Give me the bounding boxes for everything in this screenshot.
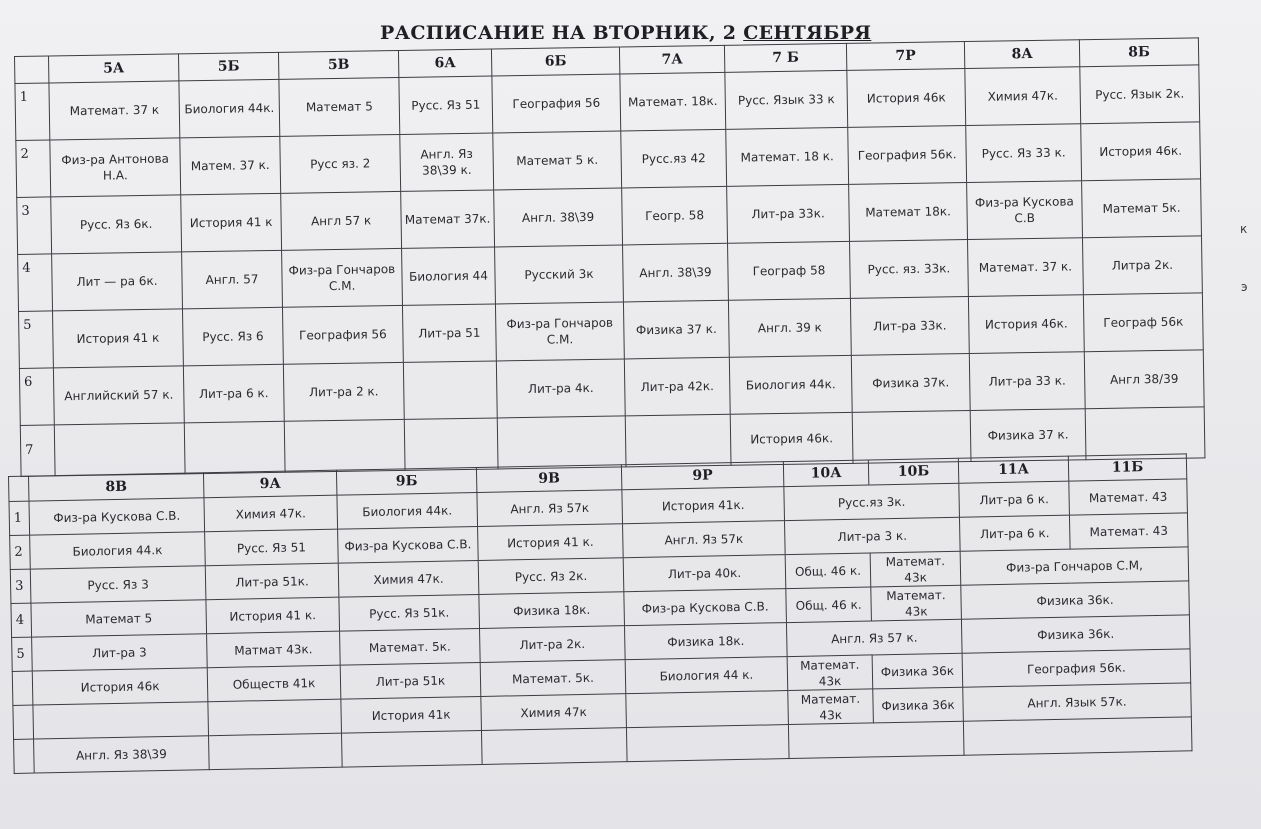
lesson-cell: История 46к	[847, 69, 966, 128]
lesson-cell: Химия 47к	[481, 694, 627, 731]
lesson-cell	[209, 733, 343, 770]
lesson-cell: Биология 44 к.	[625, 657, 788, 694]
lesson-cell: Лит-ра 51к	[340, 662, 481, 699]
margin-mark: к	[1240, 222, 1248, 236]
lesson-cell: Математ 5	[31, 600, 207, 637]
lesson-cell: Русс. Язык 2к.	[1080, 65, 1200, 124]
lesson-number: 1	[9, 501, 30, 535]
lesson-cell: Русс. Яз 51к.	[339, 594, 480, 631]
lesson-cell: Русс.яз 3к.	[784, 483, 960, 520]
title-prefix: РАСПИСАНИЕ НА ВТОРНИК, 2	[380, 22, 744, 44]
lesson-cell: Русс. Яз 51	[399, 76, 493, 134]
lesson-number	[14, 739, 35, 773]
lesson-cell	[184, 421, 285, 474]
lesson-cell: Русс. Яз 6	[182, 307, 283, 366]
lesson-cell: Русс. Яз 33 к.	[966, 124, 1082, 183]
lesson-cell: История 46к.	[968, 295, 1084, 354]
lesson-number	[12, 671, 33, 705]
lesson-number: 1	[15, 83, 50, 141]
lesson-cell: Русс. Язык 33 к	[725, 70, 848, 129]
lesson-cell: География 56к.	[962, 649, 1191, 687]
lesson-cell: Англ 57 к	[281, 191, 402, 250]
lesson-cell: Русс.яз 42	[621, 129, 727, 188]
lesson-cell	[481, 728, 627, 765]
lesson-number: 3	[17, 197, 52, 255]
lesson-cell: Физ-ра Антонова Н.А.	[50, 138, 181, 197]
class-header: 8В	[29, 473, 204, 501]
lesson-cell: Математ 5к.	[1082, 179, 1202, 238]
title-underlined: СЕНТЯБРЯ	[743, 22, 872, 44]
lesson-cell: Лит-ра 6 к.	[959, 515, 1070, 551]
lesson-cell: Математ 5	[279, 77, 400, 136]
lesson-cell: Физ-ра Кускова С.В	[967, 181, 1083, 240]
lesson-number: 6	[19, 368, 54, 426]
lesson-cell	[208, 699, 342, 736]
lesson-number: 5	[12, 637, 33, 671]
lesson-cell: Англ. Яз 57к	[623, 521, 786, 558]
lesson-cell: Англ 38/39	[1084, 350, 1204, 409]
lesson-cell: Лит-ра 6 к.	[959, 481, 1070, 517]
lesson-cell	[626, 691, 789, 728]
class-header: 10А	[783, 460, 868, 487]
lesson-cell	[341, 730, 482, 767]
lesson-cell: Лит-ра 33к.	[850, 297, 969, 356]
lesson-cell	[284, 419, 405, 472]
lesson-cell: Математ. 43	[1069, 513, 1188, 549]
class-header: 9А	[203, 470, 336, 498]
lesson-cell: История 41 к	[181, 193, 282, 252]
lesson-cell: Англ. Яз 38\39	[34, 736, 210, 773]
lesson-cell: Лит-ра 33к.	[727, 184, 850, 243]
lesson-cell: Физика 37 к.	[623, 300, 729, 359]
lesson-cell: Физ-ра Гончаров С.М,	[960, 547, 1189, 585]
lesson-number: 2	[16, 140, 51, 198]
lesson-cell: Химия 47к.	[965, 67, 1081, 126]
lesson-cell: Физика 18к.	[624, 623, 787, 660]
lesson-cell: История 46к.	[1081, 122, 1201, 181]
lesson-cell: Англ. 57	[182, 250, 283, 309]
lesson-cell: Математ. 5к.	[480, 660, 626, 697]
lesson-cell: Русс. Яз 6к.	[51, 195, 182, 254]
class-header: 5В	[278, 50, 398, 79]
lesson-cell: Математ. 18 к.	[726, 127, 849, 186]
lesson-cell: Математ. 43к	[870, 551, 961, 587]
lesson-cell: Англ. Яз 57 к.	[786, 619, 962, 656]
lesson-cell: Лит-ра 33 к.	[969, 352, 1085, 411]
lesson-cell	[404, 418, 498, 470]
class-header: 7 Б	[724, 43, 846, 72]
lesson-cell: Лит-ра 6 к.	[183, 364, 284, 423]
lesson-cell: Лит-ра 3	[32, 634, 208, 671]
class-header: 6А	[398, 49, 491, 77]
lesson-cell: Русский 3к	[495, 245, 624, 304]
lesson-cell: Лит-ра 3 к.	[784, 517, 960, 554]
lesson-number	[13, 705, 34, 739]
lesson-cell: Физ-ра Гончаров С.М.	[495, 302, 624, 361]
class-header: 11Б	[1068, 454, 1186, 481]
lesson-number: 4	[11, 603, 32, 637]
lesson-cell: Лит-ра 2к.	[480, 626, 626, 663]
lesson-cell	[963, 717, 1192, 755]
lesson-cell: Физика 37к.	[851, 354, 970, 413]
lesson-cell: Математ. 18к.	[620, 72, 726, 131]
lesson-cell: Физика 36к.	[961, 615, 1190, 653]
lesson-cell	[403, 361, 497, 419]
lesson-cell: Общ. 46 к.	[786, 587, 872, 623]
lesson-cell: Физика 36к	[872, 653, 963, 689]
lesson-cell	[54, 423, 185, 476]
corner-cell	[9, 476, 29, 501]
lesson-number: 7	[20, 425, 55, 477]
lesson-cell: Географ 58	[728, 241, 851, 300]
lesson-cell: Английский 57 к.	[53, 366, 184, 425]
lesson-cell: Математ. 5к.	[340, 628, 481, 665]
lesson-cell: Биология 44	[402, 247, 496, 305]
lesson-number: 2	[10, 535, 31, 569]
class-header: 9В	[476, 465, 621, 493]
lesson-cell: История 46к	[32, 668, 208, 705]
lesson-cell: История 41к	[341, 696, 482, 733]
lesson-cell: Обществ 41к	[207, 665, 341, 702]
lesson-cell: Лит-ра 42к.	[624, 357, 730, 416]
class-header: 9Р	[621, 462, 783, 490]
lesson-cell: История 41 к	[53, 309, 184, 368]
class-header: 5А	[49, 54, 179, 83]
lesson-cell: Математ. 37 к.	[968, 238, 1084, 297]
lesson-cell: Русс яз. 2	[280, 134, 401, 193]
lesson-cell: География 56	[282, 305, 403, 364]
timetable-top	[14, 37, 1205, 477]
lesson-number: 3	[10, 569, 31, 603]
lesson-cell: История 41 к.	[478, 524, 624, 561]
lesson-cell: Математ. 37 к	[49, 81, 180, 140]
margin-mark: э	[1241, 280, 1248, 294]
lesson-cell: Англ. 38\39	[623, 243, 729, 302]
lesson-cell: Химия 47к.	[204, 495, 338, 532]
lesson-cell: Лит-ра 51к.	[205, 563, 339, 600]
lesson-cell: Математ 5 к.	[493, 131, 622, 190]
lesson-cell: Литра 2к.	[1082, 236, 1202, 295]
lesson-cell: Математ. 43к	[871, 585, 962, 621]
lesson-cell: Математ 18к.	[849, 183, 968, 242]
lesson-cell: История 41к.	[622, 487, 785, 524]
lesson-cell: Англ. Яз 38\39 к.	[400, 133, 494, 191]
timetable-bottom	[8, 453, 1193, 774]
lesson-cell: Англ. 39 к	[728, 298, 851, 357]
lesson-cell: Физика 36к	[873, 687, 964, 723]
lesson-cell: Биология 44.к	[30, 532, 206, 569]
lesson-cell: Физ-ра Кускова С.В.	[624, 589, 787, 626]
lesson-cell: Биология 44к.	[337, 493, 478, 530]
lesson-cell: Математ. 43к	[788, 689, 874, 725]
lesson-cell: Физ-ра Кускова С.В.	[338, 526, 479, 563]
lesson-cell	[33, 702, 209, 739]
lesson-cell: География 56	[492, 74, 621, 133]
lesson-cell: Общ. 46 к.	[785, 553, 871, 589]
lesson-cell: Русс. Яз 3	[30, 566, 206, 603]
lesson-cell	[497, 416, 626, 469]
lesson-cell: Лит-ра 4к.	[496, 359, 625, 418]
class-header: 8Б	[1079, 38, 1198, 67]
class-header: 10Б	[868, 458, 958, 485]
lesson-cell	[626, 725, 789, 762]
lesson-cell: Физика 36к.	[961, 581, 1190, 619]
lesson-cell: История 46к.	[730, 412, 853, 465]
lesson-cell	[852, 411, 971, 464]
lesson-cell: Матмат 43к.	[207, 631, 341, 668]
lesson-cell: Математ. 43к	[787, 655, 873, 691]
lesson-cell: Физ-ра Кускова С.В.	[29, 498, 205, 535]
class-header: 11А	[958, 456, 1068, 483]
lesson-cell: Русс. Яз 51	[205, 529, 339, 566]
class-header: 8А	[964, 40, 1079, 69]
lesson-cell: Химия 47к.	[338, 560, 479, 597]
lesson-cell: История 41 к.	[206, 597, 340, 634]
class-header: 7А	[619, 45, 724, 74]
lesson-cell: Географ 56к	[1083, 293, 1203, 352]
lesson-cell: Биология 44к.	[729, 355, 852, 414]
lesson-cell: Физика 18к.	[479, 592, 625, 629]
lesson-cell: Лит-ра 51	[402, 304, 496, 362]
lesson-cell: Математ 37к.	[401, 190, 495, 248]
class-header: 9Б	[336, 468, 476, 496]
lesson-cell: Геогр. 58	[622, 186, 728, 245]
lesson-cell: Биология 44к.	[179, 79, 280, 138]
class-header: 7Р	[846, 42, 964, 71]
lesson-cell: География 56к.	[848, 126, 967, 185]
lesson-cell: Математ. 43	[1069, 479, 1188, 515]
lesson-cell: Русс. яз. 33к.	[850, 240, 969, 299]
lesson-cell	[625, 414, 731, 467]
lesson-cell: Лит — ра 6к.	[52, 252, 183, 311]
lesson-cell: Англ. Яз 57к	[477, 490, 623, 527]
lesson-cell	[1085, 407, 1205, 460]
lesson-cell: Матем. 37 к.	[180, 136, 281, 195]
page-title	[380, 22, 872, 44]
lesson-cell: Англ. Язык 57к.	[963, 683, 1192, 721]
lesson-cell: Лит-ра 2 к.	[283, 362, 404, 421]
lesson-cell: Англ. 38\39	[494, 188, 623, 247]
class-header: 5Б	[178, 52, 278, 81]
lesson-cell: Физика 37 к.	[970, 409, 1086, 462]
corner-cell	[15, 56, 49, 84]
lesson-cell: Лит-ра 40к.	[623, 555, 786, 592]
lesson-cell: Русс. Яз 2к.	[478, 558, 624, 595]
lesson-number: 5	[19, 311, 54, 369]
class-header: 6Б	[491, 47, 619, 76]
lesson-cell: Физ-ра Гончаров С.М.	[282, 248, 403, 307]
lesson-number: 4	[18, 254, 53, 312]
lesson-cell	[788, 721, 964, 758]
